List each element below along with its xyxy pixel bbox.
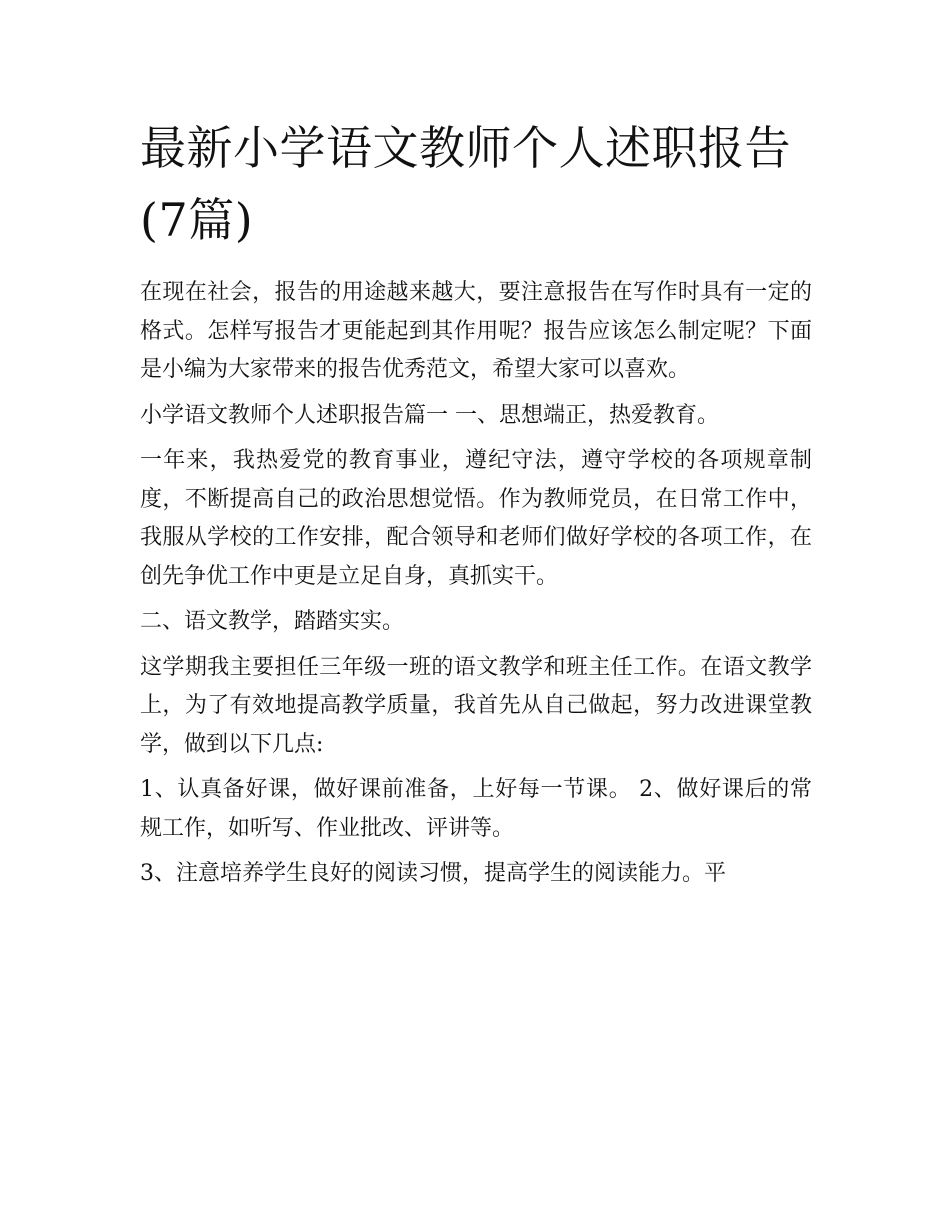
intro-paragraph: 在现在社会，报告的用途越来越大，要注意报告在写作时具有一定的格式。怎样写报告才更能起到其作用呢？报告应该怎么制定呢？下面是小编为大家带来的报告优秀范文，希望大家可以喜欢。 [140, 280, 812, 382]
section-heading-paragraph: 小学语文教师个人述职报告篇一 一、思想端正，热爱教育。 [140, 402, 719, 428]
body-paragraph: 这学期我主要担任三年级一班的语文教学和班主任工作。在语文教学上，为了有效地提高教学质量，我首先从自己做起，努力改进课堂教学，做到以下几点: [140, 654, 812, 757]
body-paragraph: 一年来，我热爱党的教育事业，遵纪守法，遵守学校的各项规章制度，不断提高自己的政治思想觉悟。作为教师党员，在日常工作中，我服从学校的工作安排，配合领导和老师们做好学校的各项工作，在创先争优工作中更是立足自身，真抓实干。 [140, 448, 812, 589]
document-title: 最新小学语文教师个人述职报告(7篇) [140, 121, 791, 247]
list-paragraph: 1、认真备好课，做好课前准备，上好每一节课。 2、做好课后的常规工作，如听写、作业批改、评讲等。 [140, 777, 812, 841]
document-body [140, 112, 812, 901]
list-paragraph: 3、注意培养学生良好的阅读习惯，提高学生的阅读能力。平 [140, 861, 726, 886]
section-heading-paragraph: 二、语文教学，踏踏实实。 [140, 609, 405, 634]
